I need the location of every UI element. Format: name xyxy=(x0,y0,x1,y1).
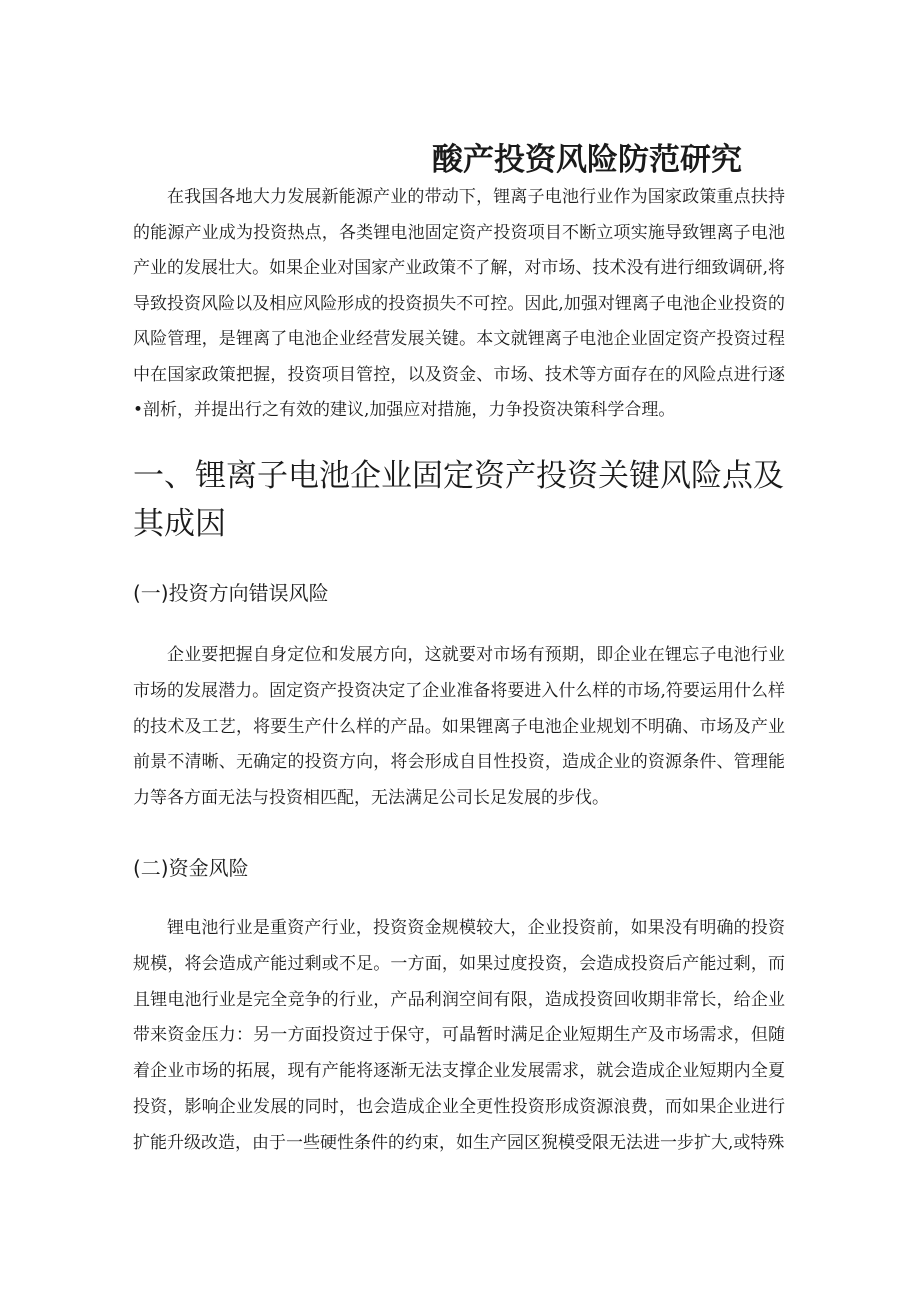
subsection-heading-capital-risk: (二)资金风险 xyxy=(133,856,249,880)
paragraph-investment-direction: 企业要把握自身定位和发展方向，这就要对市场有预期，即企业在锂忘子电池行业市场的发展潜力。固定资产投资决定了企业准备将要进入什么样的市场,符要运用什么样的技术及工艺，将要生产什么样的产品。如果锂离子电池企业规划不明确、市场及产业前景不清晰、无确定的投资方向，将会形成自目性投资，造成企业的资源条件、管理能力等各方面无法与投资相匹配，无法满足公司长足发展的步伐。 xyxy=(133,645,785,809)
subsection-heading-investment-direction: (一)投资方向错误风险 xyxy=(133,581,329,605)
page-title: 酸产投资风险防范研究 xyxy=(432,142,742,178)
section-heading: 一、锂离子电池企业固定资产投资关键风险点及其成因 xyxy=(133,458,784,542)
intro-paragraph: 在我国各地大力发展新能源产业的带动下，锂离子电池行业作为国家政策重点扶持的能源产业成为投资热点，各类锂电池固定资产投资项目不断立项实施导致锂离子电池产业的发展壮大。如果企业对国家产业政策不了解，对市场、技术没有进行细致调研,将导致投资风险以及相应风险形成的投资损失不可控。因此,加强对锂离子电池企业投资的风险管理，是锂离了电池企业经营发展关键。本文就锂离子电池企业固定资产投资过程中在国家政策把握，投资项目管控，以及资金、市场、技术等方面存在的风险点进行逐•剖析，并提出行之有效的建议,加强应对措施，力争投资决策科学合理。 xyxy=(133,187,785,420)
paragraph-capital-risk: 锂电池行业是重资产行业，投资资金规模较大，企业投资前，如果没有明确的投资规模，将会造成产能过剩或不足。一方面，如果过度投资，会造成投资后产能过剩，而且锂电池行业是完全竞争的行业，产品利润空间有限，造成投资回收期非常长，给企业带来资金压力：另一方面投资过于保守，可晶暂时满足企业短期生产及市场需求，但随着企业市场的拓展，现有产能将逐渐无法支撑企业发展需求，就会造成企业短期内全夏投资，影响企业发展的同时，也会造成企业全更性投资形成资源浪费，而如果企业进行扩能升级改造，由于一些硬性条件的约束，如生产园区猊模受限无法进一步扩大,或特殊 xyxy=(133,918,785,1153)
